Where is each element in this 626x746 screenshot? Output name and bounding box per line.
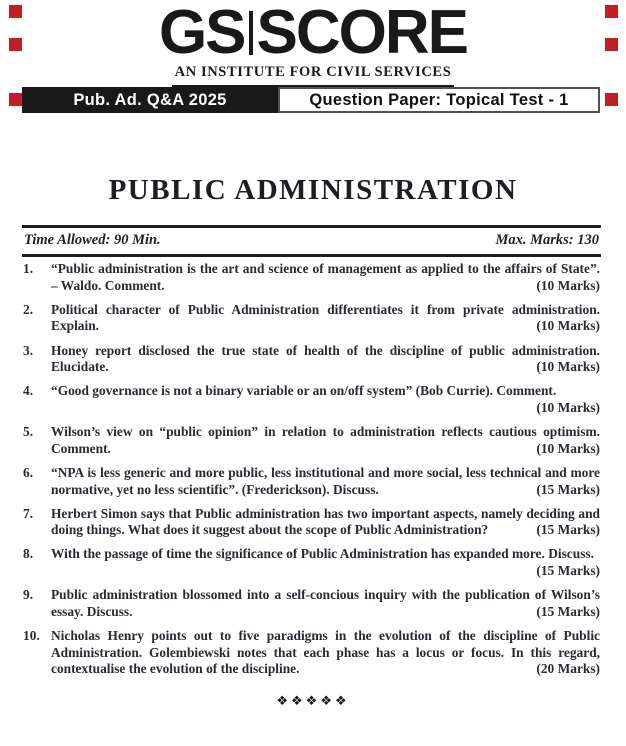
paper-label-box: Question Paper: Topical Test - 1 [278, 87, 600, 113]
question-text: Wilson’s view on “public opinion” in relation to administration reflects cautious optimism. Comment. [51, 424, 600, 456]
question-row [23, 261, 600, 294]
question-number: 5. [23, 424, 34, 440]
question-marks: (10 Marks) [536, 359, 600, 375]
logo-text-score: SCORE [256, 0, 468, 67]
question-text: Political character of Public Administration differentiates it from private administration. Explain. [51, 301, 600, 334]
question-marks: (15 Marks) [536, 481, 600, 497]
question-marks: (10 Marks) [536, 399, 600, 415]
question-marks: (15 Marks) [536, 603, 600, 619]
meta-block [22, 225, 601, 257]
question-number: 7. [23, 505, 34, 521]
institute-tagline: AN INSTITUTE FOR CIVIL SERVICES [172, 63, 455, 87]
page-title: PUBLIC ADMINISTRATION [108, 174, 518, 206]
question-text: Public administration blossomed into a self-concious inquiry with the publication of Wilson’s essay. Discuss. [51, 587, 600, 619]
question-row [23, 343, 600, 376]
question-number: 4. [23, 383, 34, 399]
question-row [23, 546, 600, 579]
question-number: 9. [23, 587, 34, 603]
question-row [23, 302, 600, 335]
question-marks: (15 Marks) [536, 522, 600, 538]
brand-header [0, 0, 626, 87]
question-text: With the passage of time the significance of Public Administration has expanded more. Discuss. [51, 546, 594, 562]
question-text: “NPA is less generic and more public, less institutional and more social, less technical and more normative, yet no less scientific”. (Frederickson). Discuss. [51, 464, 600, 497]
time-allowed-label: Time Allowed: 90 Min. [24, 232, 161, 248]
question-row [23, 465, 600, 498]
divider-rule-bottom [22, 254, 601, 257]
question-text: Herbert Simon says that Public administration has two important aspects, namely deciding and doing things. What does it suggest about the scope of Public Administration? [51, 505, 600, 538]
red-corner-mark [605, 93, 618, 106]
logo-separator-bar [249, 11, 253, 55]
gsscore-logo [0, 0, 626, 67]
question-marks: (10 Marks) [536, 440, 600, 456]
question-text: Nicholas Henry points out to five paradigms in the evolution of the discipline of Public Administration. Golembiewski notes that each phase has a locus or focus. In this regard, contextualise the evolution of the discipline. [51, 628, 600, 677]
red-corner-mark [9, 93, 22, 106]
question-row [23, 383, 600, 416]
header-strip [22, 87, 600, 113]
footer-ornament: ❖❖❖❖❖ [276, 694, 350, 709]
question-marks: (10 Marks) [536, 277, 600, 293]
max-marks-label: Max. Marks: 130 [495, 232, 599, 248]
question-list [23, 261, 600, 685]
question-number: 1. [23, 261, 34, 276]
logo-text-gs: GS [158, 0, 245, 67]
question-marks: (10 Marks) [536, 318, 600, 334]
question-number: 2. [23, 301, 34, 317]
question-row [23, 628, 600, 678]
question-number: 6. [23, 464, 34, 480]
question-text: “Public administration is the art and science of management as applied to the affairs of State”. – Waldo. Comment. [51, 261, 600, 293]
series-badge: Pub. Ad. Q&A 2025 [22, 87, 278, 113]
question-number: 3. [23, 342, 34, 358]
question-text: “Good governance is not a binary variable or an on/off system” (Bob Currie). Comment. [51, 383, 557, 399]
question-number: 10. [23, 628, 40, 644]
question-text: Honey report disclosed the true state of health of the discipline of public administration. Elucidate. [51, 342, 600, 375]
question-row [23, 506, 600, 539]
question-row [23, 424, 600, 457]
question-row [23, 587, 600, 620]
question-marks: (15 Marks) [536, 563, 600, 579]
question-number: 8. [23, 546, 34, 562]
question-marks: (20 Marks) [536, 661, 600, 677]
